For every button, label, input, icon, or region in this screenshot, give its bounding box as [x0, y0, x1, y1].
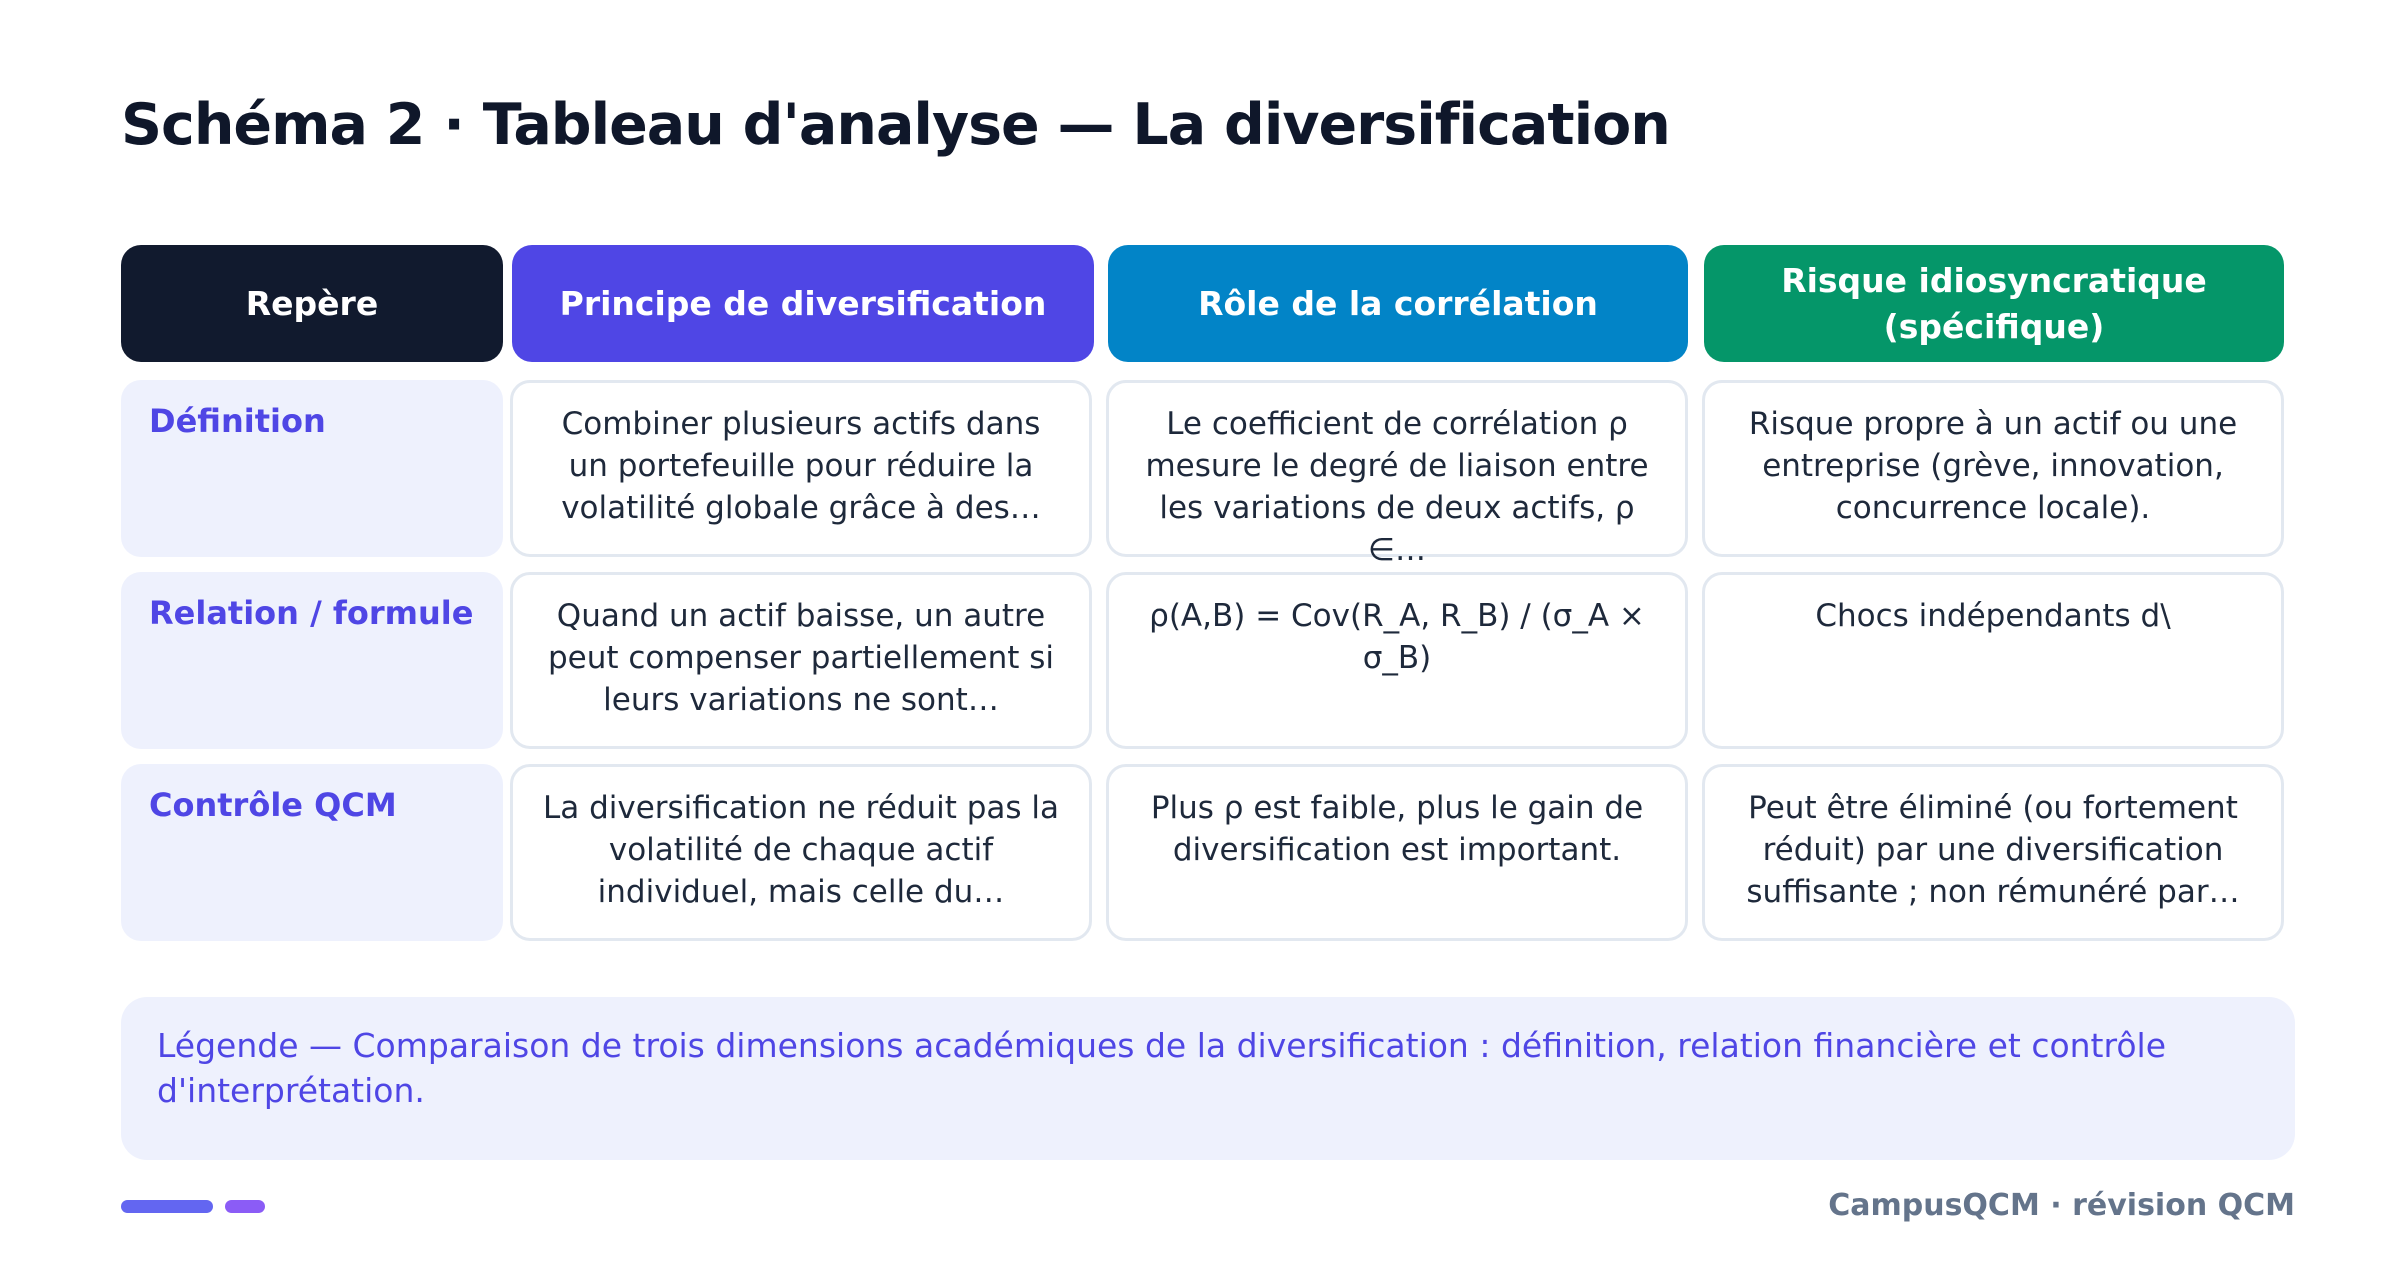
footer-accent-bar-primary: [121, 1200, 213, 1213]
header-role-correlation: Rôle de la corrélation: [1108, 245, 1688, 362]
header-principe-diversification: Principe de diversification: [512, 245, 1094, 362]
cell-definition-correlation: Le coefficient de corrélation ρ mesure le degré de liaison entre les variations de deux actifs, ρ ∈…: [1106, 380, 1688, 557]
footer-accent-bar-secondary: [225, 1200, 265, 1213]
page-title: Schéma 2 · Tableau d'analyse — La diversification: [121, 92, 1670, 158]
footer-brand: CampusQCM · révision QCM: [1828, 1188, 2295, 1223]
legend-box: Légende — Comparaison de trois dimensions académiques de la diversification : définition, relation financière et contrôle d'interprétation.: [121, 997, 2295, 1160]
cell-controle-risque: Peut être éliminé (ou fortement réduit) par une diversification suffisante ; non rémunéré par…: [1702, 764, 2284, 941]
cell-definition-principe: Combiner plusieurs actifs dans un portefeuille pour réduire la volatilité globale grâce à des…: [510, 380, 1092, 557]
header-risque-idiosyncratique: Risque idiosyncratique (spécifique): [1704, 245, 2284, 362]
row-label-controle-qcm: Contrôle QCM: [121, 764, 503, 941]
cell-relation-principe: Quand un actif baisse, un autre peut compenser partiellement si leurs variations ne sont…: [510, 572, 1092, 749]
header-repere: Repère: [121, 245, 503, 362]
row-label-relation-formule: Relation / formule: [121, 572, 503, 749]
cell-controle-principe: La diversification ne réduit pas la volatilité de chaque actif individuel, mais celle du…: [510, 764, 1092, 941]
cell-definition-risque: Risque propre à un actif ou une entreprise (grève, innovation, concurrence locale).: [1702, 380, 2284, 557]
cell-relation-risque: Chocs indépendants d\: [1702, 572, 2284, 749]
cell-controle-correlation: Plus ρ est faible, plus le gain de diversification est important.: [1106, 764, 1688, 941]
row-label-definition: Définition: [121, 380, 503, 557]
cell-relation-correlation: ρ(A,B) = Cov(R_A, R_B) / (σ_A × σ_B): [1106, 572, 1688, 749]
